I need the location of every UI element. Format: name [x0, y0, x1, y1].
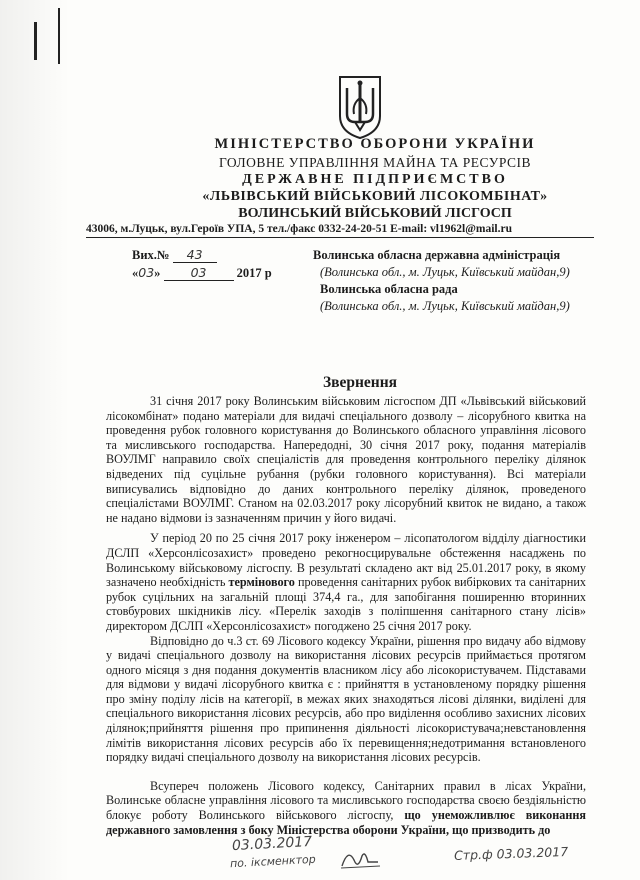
- handwritten-date-left: 03.03.2017: [231, 833, 313, 855]
- document-body: [106, 394, 586, 837]
- date-quote-open: «: [132, 266, 139, 280]
- enterprise-name-heading: «ЛЬВІВСЬКИЙ ВІЙСЬКОВИЙ ЛІСОКОМБІНАТ»: [202, 189, 548, 204]
- outgoing-number-label: Вих.№: [132, 248, 170, 262]
- branch-heading: ВОЛИНСЬКИЙ ВІЙСЬКОВИЙ ЛІСГОСП: [238, 206, 512, 221]
- signature-icon: [338, 846, 384, 872]
- enterprise-type-heading: ДЕРЖАВНЕ ПІДПРИЄМСТВО: [242, 172, 508, 187]
- body-paragraph: [106, 779, 586, 837]
- binding-mark: [34, 22, 37, 60]
- department-heading: ГОЛОВНЕ УПРАВЛІННЯ МАЙНА ТА РЕСУРСІВ: [218, 155, 532, 170]
- paragraph-text: 31 січня 2017 року Волинським військовим лісгоспом ДП «Львівський військовий лісокомбінат» подано матеріали для видачі спеціального дозволу – лісорубного квитка на проведення рубок головного користування до Волинського обласного управління лісового та мисливського господарства. Напередодні, 30 січня 2017 року, подання матеріалів ВОУЛМГ направило своїх спеціалістів для проведення контрольного переліку ділянок відведених під суцільне рубання (рубки головного користування). Всі матеріали виписувались відповідно до даних контрольного переліку ділянок, проведеного спеціалістами ВОУЛМГ. Станом на 02.03.2017 року лісорубний квиток не видано, а також не надано відмови із зазначенням причин у його видачі.: [106, 394, 586, 525]
- paragraph-text: проведення санітарних рубок вибіркових та санітарних рубок суцільних на загальній площі 374,4 га., для запобігання поширенню вторинних стовбурових шкідників лісу. «Перелік заходів з поліпшення санітарного стану лісів» директором ДСЛП «Херсонлісозахист» погоджено 25 січня 2017 року.: [106, 575, 587, 633]
- paragraph-bold-text: що унеможливлює виконання державного замовлення з боку Міністерства оборони України, що призводить до: [106, 808, 587, 837]
- paragraph-text: Відповідно до ч.3 ст. 69 Лісового кодексу України, рішення про видачу або відмову у видачі спеціального дозволу на використання лісових ресурсів приймається протягом одного місяця з дня подання документів власником лісу або лісокористувачем. Підставами для відмови у видачі лісорубного квитка є : прийняття в установленому порядку рішення про зміну поділу лісів на категорії, в межах яких знаходяться лісові ділянки, виділені для спеціального використання лісових ресурсів, або про виділення особливо захисних лісових ділянок;прийняття рішення про припинення діяльності лісокористувача;невстановлення лімітів використання лісових ресурсів або їх перевищення;недотримання встановленого порядку видачі спеціального дозволу на використання лісових ресурсів.: [106, 633, 586, 765]
- date-year: 2017 р: [236, 266, 272, 280]
- addressee-1-address: [320, 265, 570, 280]
- paragraph-text: Всупереч положень Лісового кодексу, Санітарних правил в лісах України, Волинське обласне управління лісового та мисливського господарства своєю бездіяльністю блокує роботу Волинського військового лісгоспу,: [106, 778, 586, 823]
- scan-shadow: [0, 0, 70, 880]
- body-paragraph: [106, 394, 586, 525]
- outgoing-number-value: 43: [173, 247, 217, 263]
- body-paragraph: [106, 531, 586, 633]
- addressee-2: [320, 282, 458, 297]
- date-quote-close: »: [154, 266, 161, 280]
- contact-address-line: 43006, м.Луцьк, вул.Героїв УПА, 5 тел./факс 0332-24-20-51 E-mail: vl1962l@mail.ru: [86, 223, 594, 238]
- ministry-heading: МІНІСТЕРСТВО ОБОРОНИ УКРАЇНИ: [214, 136, 536, 152]
- binding-mark: [58, 8, 60, 64]
- addressee-address: (Волинська обл., м. Луцьк, Київський майдан,9): [320, 265, 570, 279]
- outgoing-number: [132, 247, 217, 263]
- trident-emblem-icon: [337, 74, 383, 140]
- body-paragraph: [106, 634, 586, 765]
- date-day: 03: [138, 265, 155, 280]
- addressee-name: Волинська обласна державна адміністрація: [313, 248, 561, 262]
- addressee-name: Волинська обласна рада: [320, 282, 458, 296]
- paragraph-bold-text: термінового: [228, 575, 295, 590]
- paragraph-text: У період 20 по 25 січня 2017 року інженером – лісопатологом відділу діагностики ДСЛП «Херсонлісозахист» проведено рекогносцирувальне обстеження насаджень по Волинському військовому лісгоспу. В результаті складено акт від 25.01.2017 року, в якому зазначено необхідність: [106, 531, 586, 590]
- handwritten-date-right: Стр.ф 03.03.2017: [453, 844, 569, 863]
- addressee-address: (Волинська обл., м. Луцьк, Київський майдан,9): [320, 299, 570, 313]
- document-title: Звернення: [322, 374, 398, 391]
- handwritten-note-left: по. іксменктор: [229, 852, 316, 871]
- addressee-1: [313, 248, 560, 263]
- addressee-2-address: [320, 299, 570, 314]
- outgoing-date: [132, 265, 272, 281]
- date-month: 03: [164, 265, 234, 281]
